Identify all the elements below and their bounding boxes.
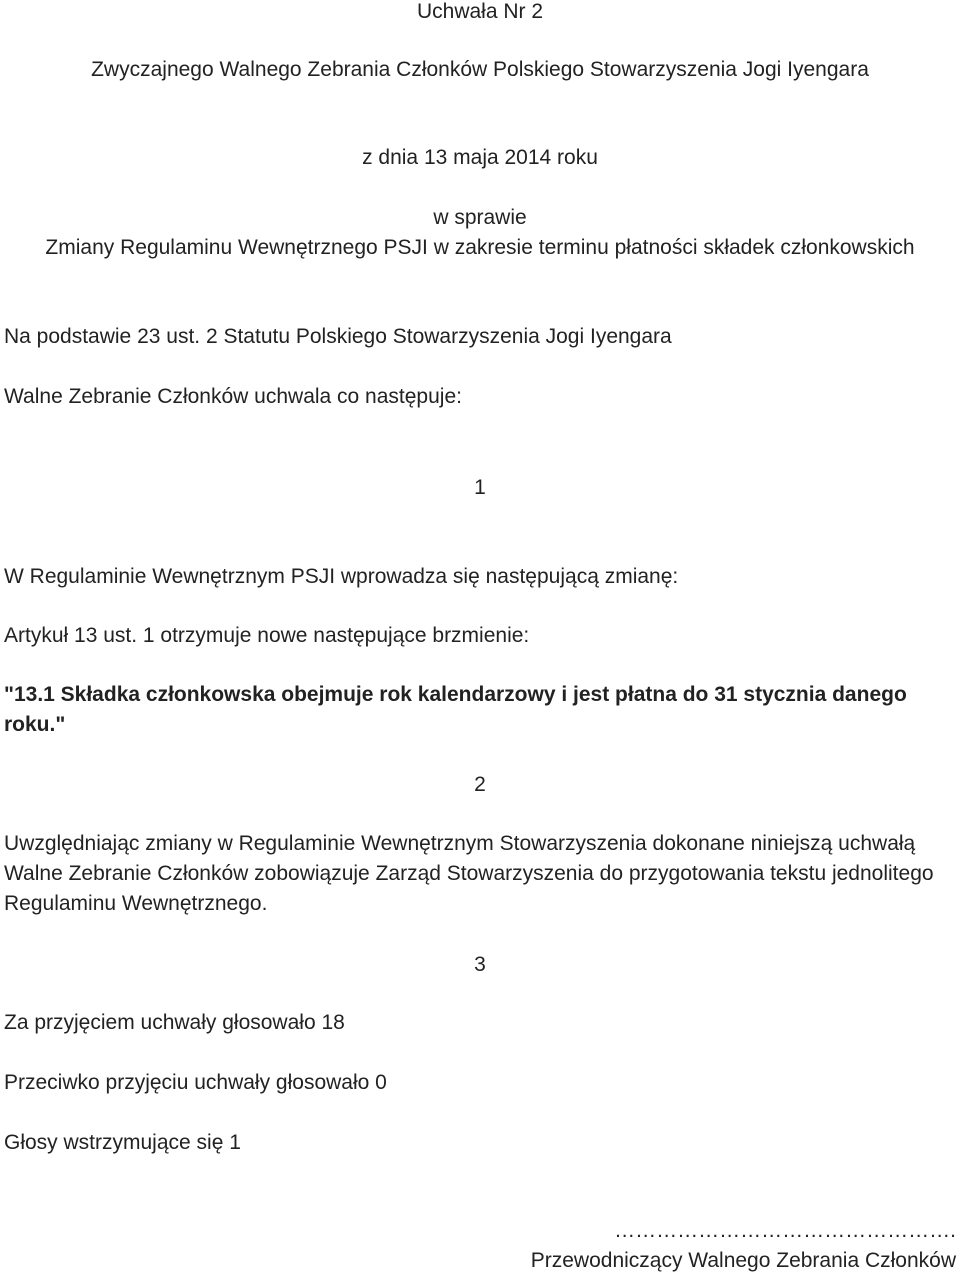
- votes-against: Przeciwko przyjęciu uchwały głosowało 0: [4, 1071, 387, 1094]
- signature-role: Przewodniczący Walnego Zebrania Członków: [530, 1249, 956, 1272]
- section-1-intro: W Regulaminie Wewnętrznym PSJI wprowadza się następującą zmianę:: [4, 565, 679, 588]
- section-1-heading: 1: [474, 476, 486, 499]
- resolution-subject: Zmiany Regulaminu Wewnętrznego PSJI w zakresie terminu płatności składek członkowskich: [45, 236, 915, 259]
- section-2-text: Uwzględniając zmiany w Regulaminie Wewnętrznym Stowarzyszenia dokonane niniejszą uchwałą Walne Zebranie Członków zobowiązuje Zarząd Stowarzyszenia do przygotowania tekstu jednolitego Regulaminu Wewnętrznego.: [4, 832, 934, 915]
- resolution-issuer: Zwyczajnego Walnego Zebrania Członków Polskiego Stowarzyszenia Jogi Iyengara: [91, 58, 869, 81]
- legal-basis: Na podstawie 23 ust. 2 Statutu Polskiego Stowarzyszenia Jogi Iyengara: [4, 325, 672, 348]
- votes-for: Za przyjęciem uchwały głosowało 18: [4, 1011, 345, 1034]
- section-2-heading: 2: [474, 773, 486, 796]
- resolution-date: z dnia 13 maja 2014 roku: [362, 146, 598, 169]
- signature-line: ………………………………………….: [614, 1219, 956, 1242]
- votes-abstain: Głosy wstrzymujące się 1: [4, 1131, 241, 1154]
- resolves-statement: Walne Zebranie Członków uchwala co następuje:: [4, 385, 462, 408]
- section-1-quote: "13.1 Składka członkowska obejmuje rok kalendarzowy i jest płatna do 31 stycznia danego roku.": [4, 683, 907, 736]
- resolution-title: Uchwała Nr 2: [416, 0, 544, 23]
- section-3-heading: 3: [474, 953, 486, 976]
- subject-intro: w sprawie: [433, 206, 527, 229]
- section-1-article: Artykuł 13 ust. 1 otrzymuje nowe następujące brzmienie:: [4, 624, 530, 647]
